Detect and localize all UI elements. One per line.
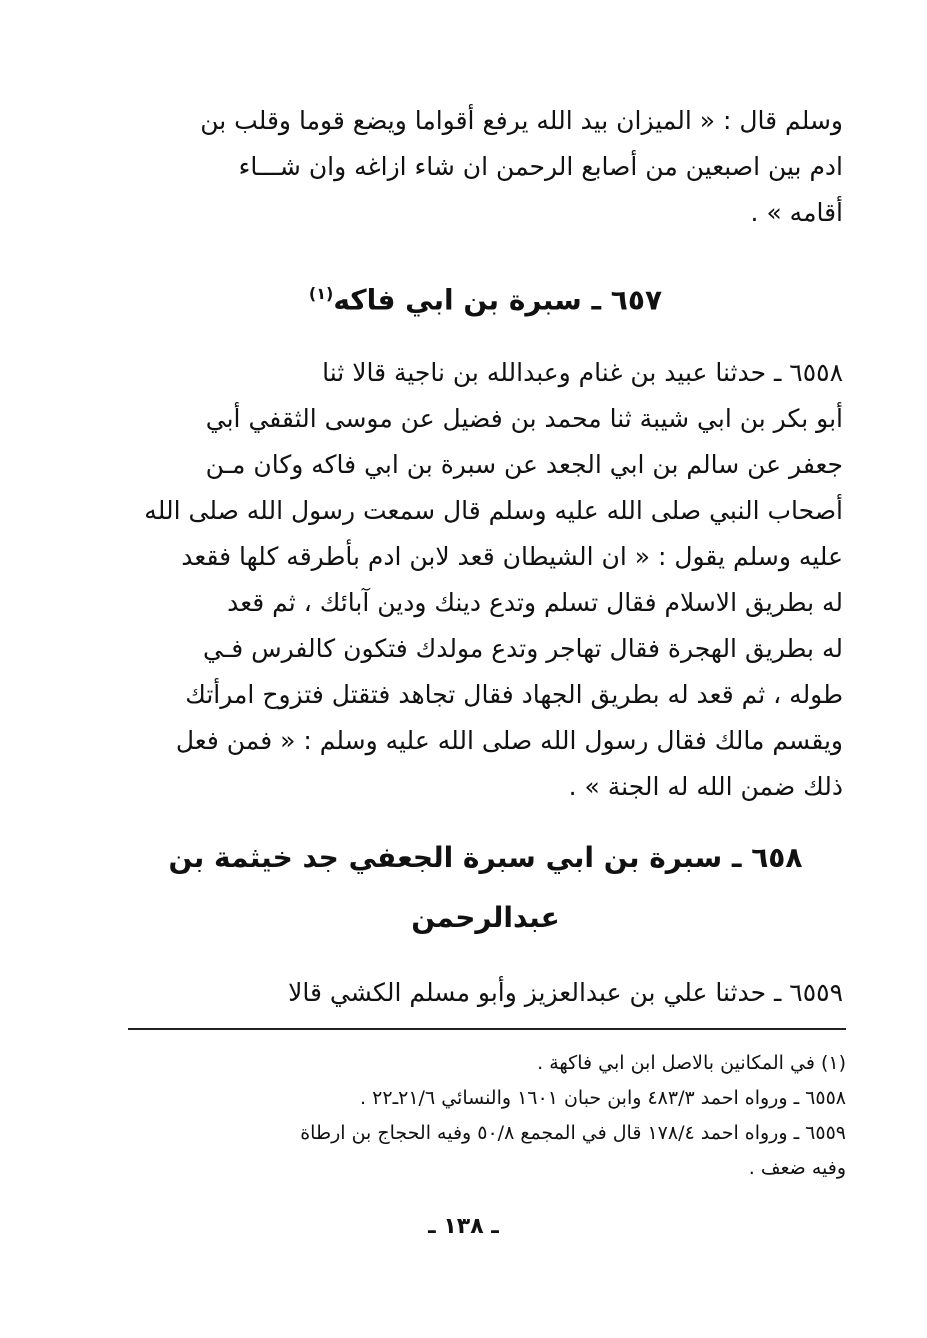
text-line: ٦٥٥٩ ـ حدثنا علي بن عبدالعزيز وأبو مسلم الكشي قالا xyxy=(288,978,843,1007)
text-line: ادم بين اصبعين من أصابع الرحمن ان شاء ازاغه وان شـــاء xyxy=(238,152,843,181)
section-heading-658-continued xyxy=(128,892,843,944)
heading-text: ٦٥٨ ـ سبرة بن ابي سبرة الجعفي جد خيثمة بن xyxy=(168,841,803,874)
text-line: ويقسم مالك فقال رسول الله صلى الله عليه وسلم : « فمن فعل xyxy=(175,726,843,755)
footnote-line: ٦٥٥٨ ـ ورواه احمد ٤٨٣/٣ وابن حبان ١٦٠١ والنسائي ٢١/٦ـ٢٢ . xyxy=(360,1087,846,1109)
footnote-line: ٦٥٥٩ ـ ورواه احمد ١٧٨/٤ قال في المجمع ٥٠/٨ وفيه الحجاج بن ارطاة xyxy=(300,1122,846,1144)
text-line: له بطريق الهجرة فقال تهاجر وتدع مولدك فتكون كالفرس فـي xyxy=(203,634,843,663)
page-number: ـ ١٣٨ ـ xyxy=(428,1214,499,1239)
footnote-marker: (١) xyxy=(308,284,334,303)
text-line: له بطريق الاسلام فقال تسلم وتدع دينك ودين آبائك ، ثم قعد xyxy=(227,588,843,617)
hadith-6559-paragraph xyxy=(128,970,843,1016)
section-heading-657 xyxy=(128,268,843,326)
text-line: أقامه » . xyxy=(750,198,843,227)
text-line: طوله ، ثم قعد له بطريق الجهاد فقال تجاهد فتقتل فتزوح امرأتك xyxy=(185,680,843,709)
text-line: ٦٥٥٨ ـ حدثنا عبيد بن غنام وعبدالله بن ناجية قالا ثنا xyxy=(322,358,843,387)
footnote-separator xyxy=(128,1028,846,1030)
text-line: ذلك ضمن الله له الجنة » . xyxy=(568,772,843,801)
footnotes xyxy=(128,1046,846,1186)
text-line: جعفر عن سالم بن ابي الجعد عن سبرة بن ابي فاكه وكان مـن xyxy=(205,450,843,479)
text-line: أبو بكر بن ابي شيبة ثنا محمد بن فضيل عن موسى الثقفي أبي xyxy=(205,404,843,433)
heading-text: ٦٥٧ ـ سبرة بن ابي فاكه xyxy=(333,283,663,317)
footnote-line: وفيه ضعف . xyxy=(748,1157,846,1179)
hadith-6558-paragraph xyxy=(128,350,843,810)
heading-text: عبدالرحمن xyxy=(411,901,560,934)
intro-paragraph xyxy=(128,98,843,236)
text-line: عليه وسلم يقول : « ان الشيطان قعد لابن ادم بأطرقه كلها فقعد xyxy=(181,542,843,571)
section-heading-658 xyxy=(128,832,843,884)
text-line: أصحاب النبي صلى الله عليه وسلم قال سمعت رسول الله صلى الله xyxy=(144,496,843,525)
text-line: وسلم قال : « الميزان بيد الله يرفع أقواما ويضع قوما وقلب بن xyxy=(200,106,843,135)
footnote-line: (١) في المكانين بالاصل ابن ابي فاكهة . xyxy=(537,1052,846,1074)
